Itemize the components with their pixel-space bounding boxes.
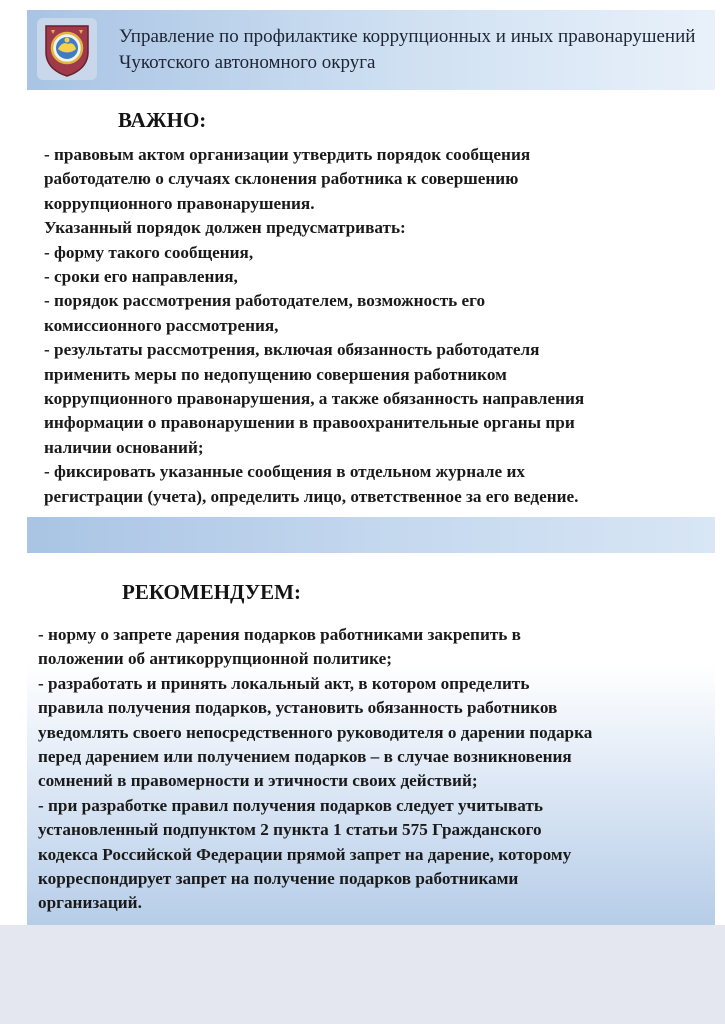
text-line: наличии оснований; [44, 437, 204, 457]
text-line: кодекса Российской Федерации прямой запрет на дарение, которому [38, 844, 572, 864]
header-banner [27, 10, 715, 90]
text-line: уведомлять своего непосредственного руководителя о дарении подарка [38, 722, 593, 742]
text-line: - при разработке правил получения подарков следует учитывать [38, 795, 543, 815]
text-line: корреспондирует запрет на получение подарков работниками [38, 869, 519, 889]
important-heading: ВАЖНО: [118, 108, 207, 132]
text-line: организаций. [38, 893, 142, 913]
text-line: регистрации (учета), определить лицо, ответственное за его ведение. [44, 486, 579, 506]
text-line: перед дарением или получением подарков – в случае возникновения [38, 747, 572, 767]
text-line: - правовым актом организации утвердить порядок сообщения [44, 145, 531, 164]
header-title: Управление по профилактике коррупционных и иных правонарушений Чукотского автономного округа [119, 26, 696, 73]
text-line: - сроки его направления, [44, 267, 238, 287]
recommend-heading: РЕКОМЕНДУЕМ: [122, 580, 301, 604]
text-line: положении об антикоррупционной политике; [38, 649, 392, 669]
text-line: применить меры по недопущению совершения работником [44, 364, 507, 384]
text-line: установленный подпунктом 2 пункта 1 статьи 575 Гражданского [38, 820, 542, 840]
text-line: - норму о запрете дарения подарков работниками закрепить в [38, 625, 521, 644]
text-line: Указанный порядок должен предусматривать: [44, 218, 406, 238]
text-line: информации о правонарушении в правоохранительные органы при [44, 413, 575, 433]
text-line: коррупционного правонарушения, а также обязанность направления [44, 389, 585, 409]
text-line: - результаты рассмотрения, включая обязанность работодателя [44, 340, 540, 360]
text-line: работодателю о случаях склонения работника к совершению [44, 169, 519, 189]
footer-band [0, 925, 725, 1024]
recommend-text [38, 623, 714, 916]
important-text [44, 143, 714, 509]
section-divider-band [27, 517, 715, 553]
text-line: комиссионного рассмотрения, [44, 315, 279, 335]
text-line: сомнений в правомерности и этичности своих действий; [38, 771, 478, 791]
text-line: - фиксировать указанные сообщения в отдельном журнале их [44, 462, 525, 482]
text-line: - форму такого сообщения, [44, 242, 254, 262]
text-line: коррупционного правонарушения. [44, 193, 315, 213]
text-line: - порядок рассмотрения работодателем, возможность его [44, 291, 486, 311]
text-line: правила получения подарков, установить обязанность работников [38, 698, 558, 718]
chukotka-coat-of-arms-icon [37, 18, 97, 80]
text-line: - разработать и принять локальный акт, в котором определить [38, 673, 530, 693]
